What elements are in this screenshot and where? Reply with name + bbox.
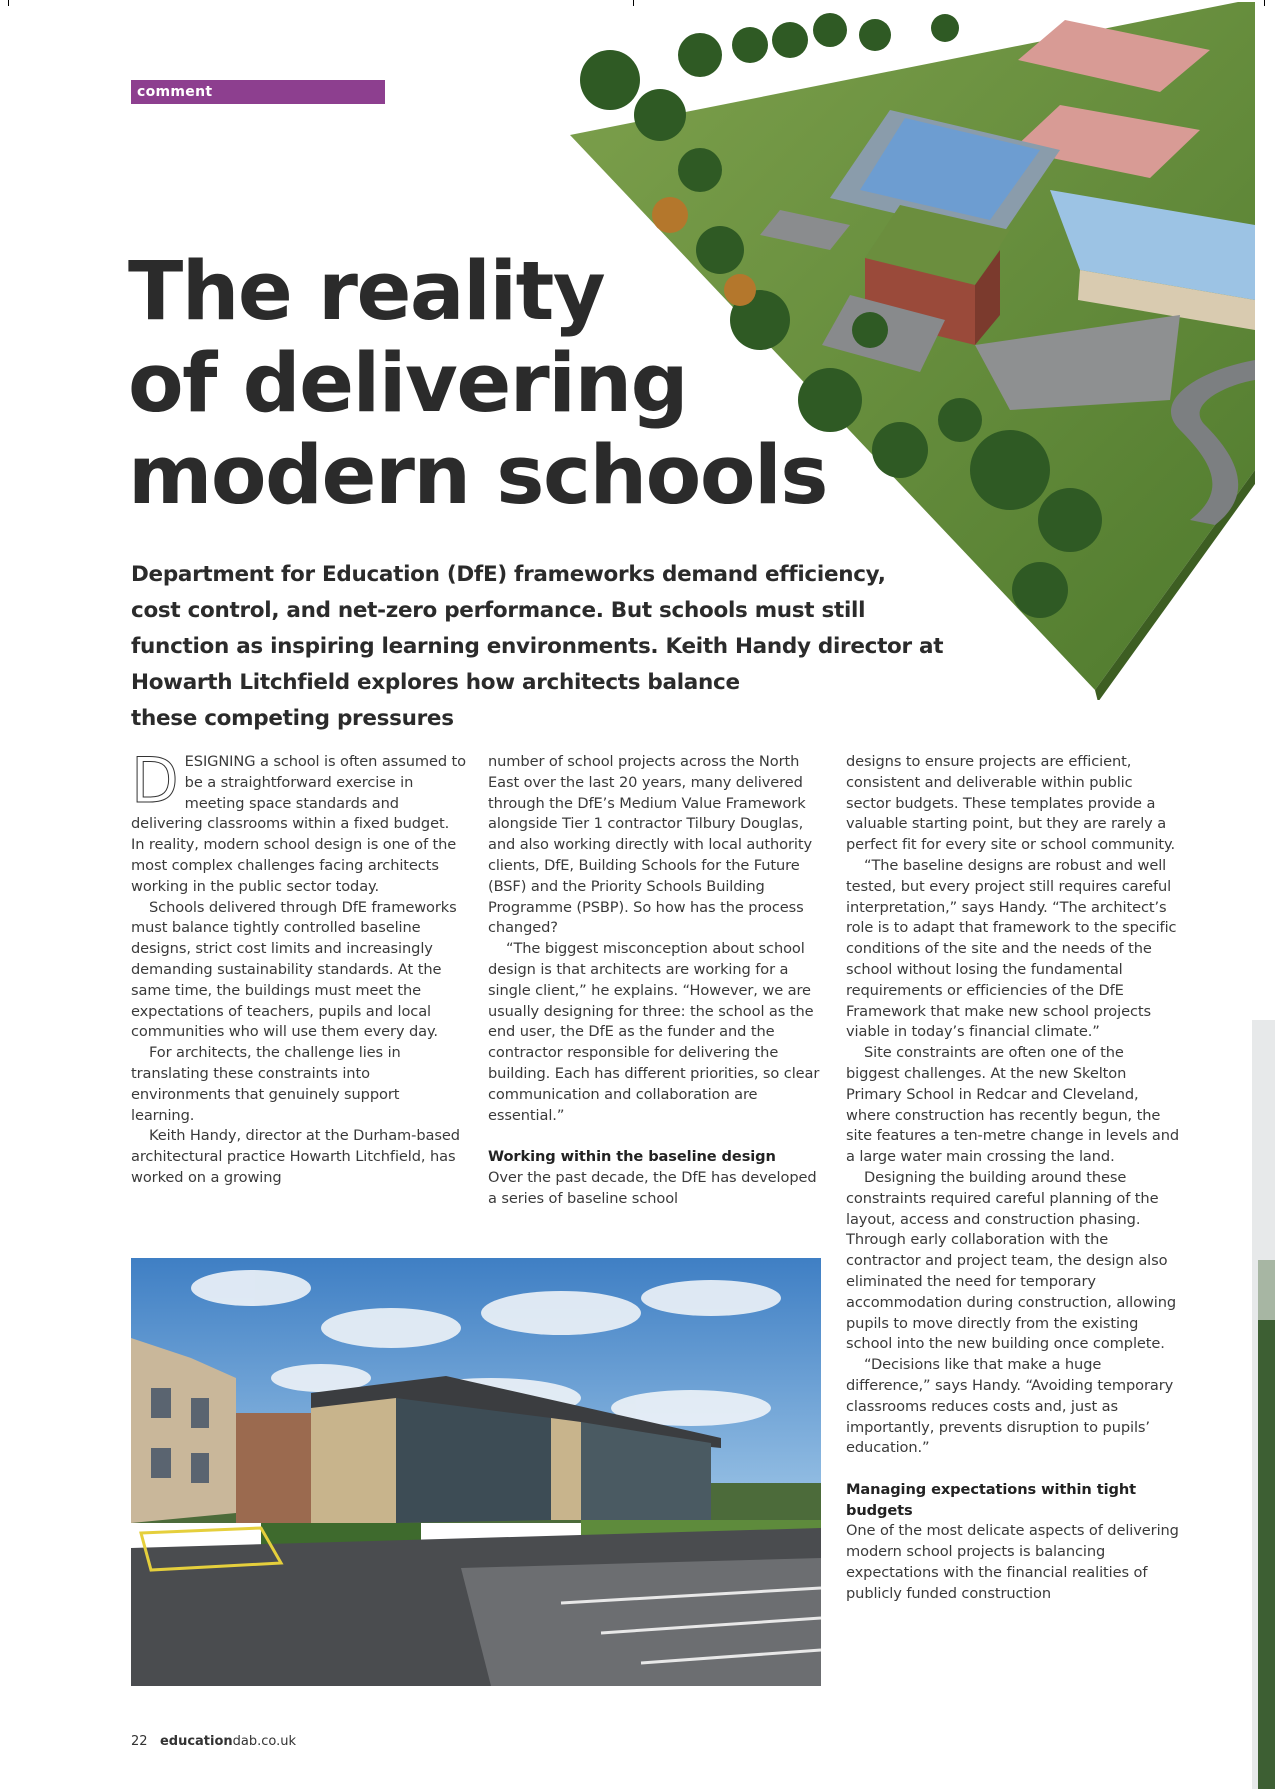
paragraph: One of the most delicate aspects of delivering modern school projects is balancing expectations with the financial realities of publicly funded construction bbox=[846, 1522, 1179, 1602]
article-column-3 bbox=[846, 752, 1181, 1605]
standfirst bbox=[131, 557, 944, 737]
paragraph: number of school projects across the North East over the last 20 years, many delivered through the DfE’s Medium Value Framework alongside Tier 1 contractor Tilbury Douglas, and also working directly with local authority clients, DfE, Building Schools for the Future (BSF) and the Priority Schools Building Programme (PSBP). So how has the process changed? bbox=[488, 753, 812, 937]
standfirst-line: Department for Education (DfE) frameworks demand efficiency, bbox=[131, 562, 886, 587]
paragraph: “The biggest misconception about school design is that architects are working for a single client,” he explains. “However, we are usually designing for three: the school as the end user, the DfE as the funder and the contractor responsible for delivering the building. Each has different priorities, so clear communication and collaboration are essential.” bbox=[488, 940, 820, 1124]
paragraph bbox=[131, 744, 466, 898]
page-footer bbox=[131, 1734, 296, 1749]
standfirst-line: function as inspiring learning environments. Keith Handy director at bbox=[131, 634, 944, 659]
headline-line: The reality bbox=[128, 245, 605, 339]
headline-line: of delivering bbox=[128, 337, 688, 431]
headline bbox=[128, 246, 888, 522]
adjacent-page-edge bbox=[1252, 1020, 1275, 1789]
standfirst-line: these competing pressures bbox=[131, 706, 454, 731]
paragraph: “Decisions like that make a huge difference,” says Handy. “Avoiding temporary classrooms reduces costs and, just as importantly, prevents disruption to pupils’ education.” bbox=[846, 1356, 1174, 1457]
paragraph: Designing the building around these constraints required careful planning of the layout, access and construction phasing. Through early collaboration with the contractor and project team, the design also eliminated the need for temporary accommodation during construction, allowing pupils to move directly from the existing school into the new building once complete. bbox=[846, 1168, 1177, 1353]
brick-block bbox=[236, 1413, 316, 1523]
subheading: Managing expectations within tight budgets bbox=[846, 1480, 1136, 1519]
drop-cap: D bbox=[131, 744, 179, 817]
paragraph: “The baseline designs are robust and well tested, but every project still requires careful interpretation,” says Handy. “The architect’s role is to adapt that framework to the specific conditions of the site and the needs of the school without losing the fundamental requirements or efficiencies of the DfE Framework that make new school projects viable in today’s financial climate.” bbox=[846, 856, 1177, 1041]
standfirst-line: Howarth Litchfield explores how architects balance bbox=[131, 670, 740, 695]
paragraph: designs to ensure projects are efficient, consistent and deliverable within public sector budgets. These templates provide a valuable starting point, but they are rarely a perfect fit for every site or school community. bbox=[846, 753, 1176, 854]
glazing bbox=[396, 1398, 551, 1523]
site-name-rest: dab.co.uk bbox=[232, 1734, 297, 1749]
paragraph: Schools delivered through DfE frameworks must balance tightly controlled baseline designs, strict cost limits and increasingly demanding sustainability standards. At the same time, the buildings must meet the expectations of teachers, pupils and local communities who will use them every day. bbox=[131, 898, 457, 1041]
section-tag: comment bbox=[131, 80, 385, 104]
standfirst-line: cost control, and net-zero performance. But schools must still bbox=[131, 598, 866, 623]
paragraph: Keith Handy, director at the Durham-based architectural practice Howarth Litchfield, has worked on a growing bbox=[131, 1127, 460, 1186]
paragraph: Over the past decade, the DfE has developed a series of baseline school bbox=[488, 1168, 817, 1207]
paragraph: Site constraints are often one of the biggest challenges. At the new Skelton Primary School in Redcar and Cleveland, where construction has recently begun, the site features a ten-metre change in levels and a large water main crossing the land. bbox=[846, 1044, 1180, 1166]
article-column-1 bbox=[131, 744, 466, 1189]
paragraph-text: ESIGNING a school is often assumed to be a straightforward exercise in meeting space standards and delivering classrooms within a fixed budget. In reality, modern school design is one of the most complex challenges facing architects working in the public sector today. bbox=[131, 753, 466, 895]
headline-line: modern schools bbox=[128, 429, 827, 523]
site-name-bold: education bbox=[159, 1734, 233, 1749]
paragraph: For architects, the challenge lies in translating these constraints into environments that genuinely support learning. bbox=[131, 1044, 401, 1124]
page-number: 22 bbox=[131, 1734, 148, 1749]
article-column-2 bbox=[488, 752, 828, 1210]
subheading: Working within the baseline design bbox=[488, 1148, 776, 1166]
school-render-photo bbox=[131, 1258, 821, 1686]
stone-pier bbox=[551, 1418, 581, 1520]
stone-wall bbox=[311, 1398, 396, 1526]
